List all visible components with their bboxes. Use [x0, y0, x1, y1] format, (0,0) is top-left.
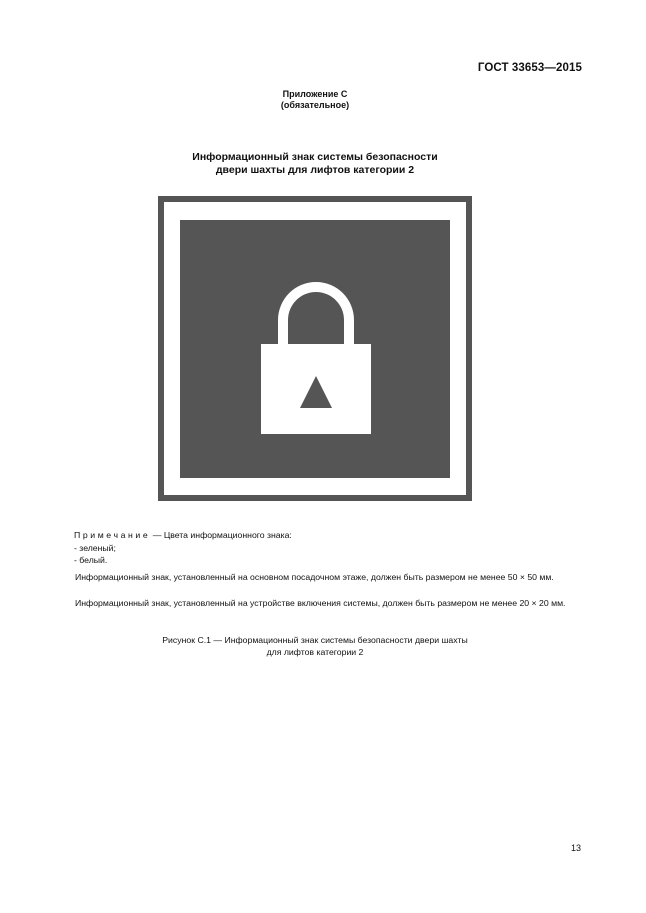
sign-title [0, 151, 630, 177]
paragraph-main-floor-size: Информационный знак, установленный на основном посадочном этаже, должен быть размером не менее 50 × 50 мм. [75, 572, 554, 582]
figure-caption-line-2: для лифтов категории 2 [266, 647, 364, 657]
figure-caption [0, 634, 630, 658]
standard-code: ГОСТ 33653—2015 [477, 62, 582, 74]
sign-title-line-1: Информационный знак системы безопасности [192, 151, 438, 163]
note-item: - зеленый; [74, 543, 116, 553]
sign-title-line-2: двери шахты для лифтов категории 2 [215, 164, 415, 176]
safety-sign-figure [158, 196, 472, 501]
note-item: - белый. [74, 555, 108, 565]
figure-caption-line-1: Рисунок С.1 — Информационный знак системы безопасности двери шахты [162, 635, 468, 645]
note-dash: — [150, 530, 164, 540]
appendix-title: Приложение С [282, 89, 348, 99]
appendix-status: (обязательное) [280, 100, 350, 110]
note-label: Примечание [74, 530, 151, 540]
paragraph-device-size: Информационный знак, установленный на устройстве включения системы, должен быть размером не менее 20 × 20 мм. [75, 598, 566, 608]
note-text: Цвета информационного знака: [163, 530, 292, 540]
page-number: 13 [570, 843, 581, 853]
note-line [48, 530, 584, 541]
appendix-heading [0, 89, 630, 111]
